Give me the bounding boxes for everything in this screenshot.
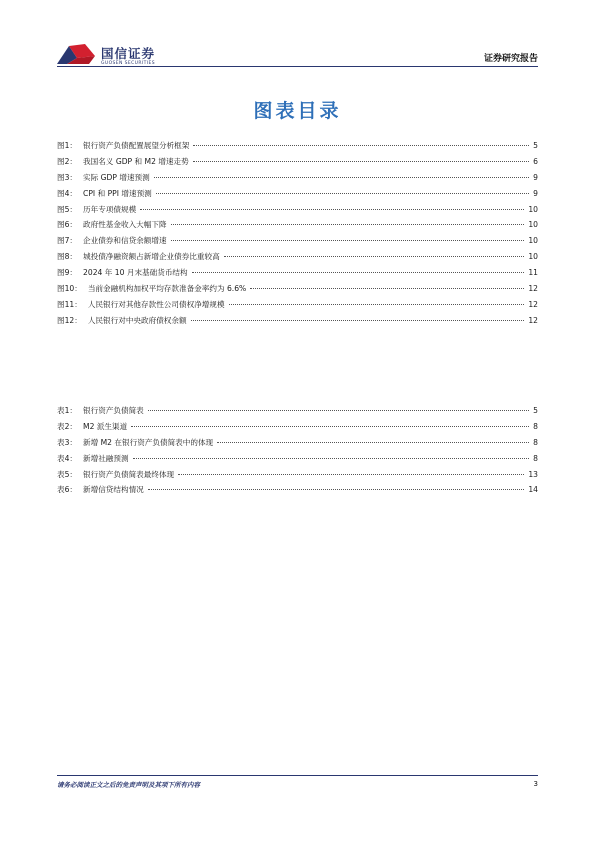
table-entry[interactable] xyxy=(57,453,538,469)
figure-title: 历年专项债规模 xyxy=(83,204,137,214)
figure-title: 实际 GDP 增速预测 xyxy=(83,172,150,182)
table-number: 表5： xyxy=(57,469,78,479)
table-title: 新增信贷结构情况 xyxy=(83,485,144,495)
table-number: 表4： xyxy=(57,453,78,463)
page-header xyxy=(0,0,595,70)
disclaimer-note: 请务必阅读正文之后的免责声明及其项下所有内容 xyxy=(57,781,200,789)
figure-number: 图11： xyxy=(57,299,82,309)
figure-entry[interactable] xyxy=(57,156,538,172)
figure-entry[interactable] xyxy=(57,299,538,315)
figure-page: 6 xyxy=(533,156,538,166)
header-divider xyxy=(57,66,538,67)
table-title: 银行资产负债简表最终体现 xyxy=(83,469,175,479)
guosen-logo-mark-icon xyxy=(55,42,97,66)
table-page: 8 xyxy=(533,453,538,463)
figure-entry[interactable] xyxy=(57,235,538,251)
table-entry[interactable] xyxy=(57,469,538,485)
figure-page: 10 xyxy=(528,252,538,262)
figure-title: 2024 年 10 月末基础货币结构 xyxy=(83,268,188,278)
table-page: 8 xyxy=(533,421,538,431)
figure-page: 9 xyxy=(533,188,538,198)
figure-page: 5 xyxy=(533,141,538,150)
table-title: 新增社融预测 xyxy=(83,453,129,463)
table-entry[interactable] xyxy=(57,484,538,500)
table-entry[interactable] xyxy=(57,421,538,437)
figure-title: 人民银行对中央政府债权余额 xyxy=(87,315,187,325)
figure-page: 12 xyxy=(528,299,538,309)
table-title: M2 派生渠道 xyxy=(83,421,128,431)
figure-number: 图10： xyxy=(57,284,82,294)
figure-entry[interactable] xyxy=(57,188,538,204)
figure-entry[interactable] xyxy=(57,219,538,235)
figure-number: 图5： xyxy=(57,204,78,214)
figure-number: 图8： xyxy=(57,252,78,262)
figure-entry[interactable] xyxy=(57,267,538,283)
dot-leader xyxy=(148,489,525,490)
dot-leader xyxy=(191,320,525,321)
dot-leader xyxy=(224,256,525,257)
table-number: 表1： xyxy=(57,406,78,415)
logo-text-cn: 国信证券 xyxy=(101,46,156,61)
figure-page: 10 xyxy=(528,236,538,246)
figure-entry[interactable] xyxy=(57,251,538,267)
figure-page: 9 xyxy=(533,172,538,182)
dot-leader xyxy=(229,304,525,305)
dot-leader xyxy=(217,442,529,443)
figure-number: 图1： xyxy=(57,141,78,150)
figure-entry[interactable] xyxy=(57,283,538,299)
table-number: 表3： xyxy=(57,437,78,447)
dot-leader xyxy=(133,458,530,459)
figure-title: 企业债券和信贷余额增速 xyxy=(83,236,167,246)
dot-leader xyxy=(193,161,529,162)
figure-entry[interactable] xyxy=(57,172,538,188)
figure-index-list xyxy=(57,140,538,331)
dot-leader xyxy=(171,224,525,225)
figure-number: 图7： xyxy=(57,236,78,246)
table-page: 13 xyxy=(528,469,538,479)
figure-title: 我国名义 GDP 和 M2 增速走势 xyxy=(83,156,189,166)
figure-number: 图9： xyxy=(57,268,78,278)
figure-page: 12 xyxy=(528,284,538,294)
figure-page: 11 xyxy=(528,268,538,278)
table-title: 新增 M2 在银行资产负债简表中的体现 xyxy=(83,437,214,447)
figure-title: 人民银行对其他存款性公司债权净增规模 xyxy=(87,299,225,309)
figure-number: 图2： xyxy=(57,156,78,166)
table-page: 14 xyxy=(528,485,538,495)
dot-leader xyxy=(250,288,524,289)
dot-leader xyxy=(171,240,525,241)
figure-page: 12 xyxy=(528,315,538,325)
dot-leader xyxy=(156,193,529,194)
figure-number: 图12： xyxy=(57,315,82,325)
figure-page: 10 xyxy=(528,204,538,214)
dot-leader xyxy=(192,272,525,273)
toc-heading: 图表目录 xyxy=(253,100,342,122)
footer-divider xyxy=(57,775,538,776)
figure-title: 银行资产负债配置展望分析框架 xyxy=(83,141,190,150)
dot-leader xyxy=(193,145,529,146)
table-title: 银行资产负债简表 xyxy=(83,406,144,415)
table-number: 表2： xyxy=(57,421,78,431)
dot-leader xyxy=(148,410,529,411)
dot-leader xyxy=(140,209,524,210)
table-number: 表6： xyxy=(57,485,78,495)
dot-leader xyxy=(154,177,529,178)
figure-title: 城投债净融资额占新增企业债券比重较高 xyxy=(83,252,220,262)
figure-entry[interactable] xyxy=(57,204,538,220)
table-page: 8 xyxy=(533,437,538,447)
figure-number: 图4： xyxy=(57,188,78,198)
table-index-list xyxy=(57,405,538,500)
figure-number: 图6： xyxy=(57,220,78,230)
figure-number: 图3： xyxy=(57,172,78,182)
figure-title: 当前金融机构加权平均存款准备金率约为 6.6% xyxy=(87,284,247,294)
figure-title: CPI 和 PPI 增速预测 xyxy=(83,188,152,198)
table-page: 5 xyxy=(533,406,538,415)
figure-title: 政府性基金收入大幅下降 xyxy=(83,220,167,230)
dot-leader xyxy=(131,426,529,427)
figure-page: 10 xyxy=(528,220,538,230)
logo-text-en: GUOSEN SECURITIES xyxy=(101,61,155,66)
dot-leader xyxy=(178,474,524,475)
figure-entry[interactable] xyxy=(57,315,538,331)
table-entry[interactable] xyxy=(57,405,538,421)
report-type-label: 证券研究报告 xyxy=(483,54,538,64)
figure-entry[interactable] xyxy=(57,140,538,156)
table-entry[interactable] xyxy=(57,437,538,453)
page-number: 3 xyxy=(533,780,538,788)
